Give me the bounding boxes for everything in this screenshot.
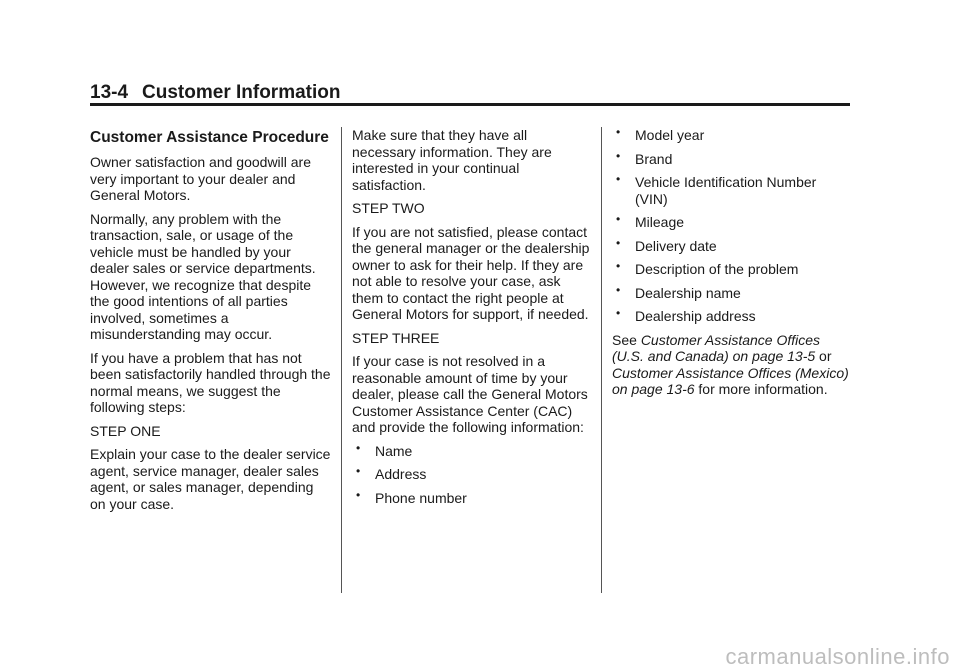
watermark: carmanualsonline.info — [725, 644, 950, 669]
step-three-label: STEP THREE — [352, 329, 440, 346]
step-one-label: STEP ONE — [90, 422, 161, 439]
bullet-icon: • — [616, 235, 621, 250]
list-item: • Phone number — [356, 487, 467, 506]
bullet-icon: • — [616, 282, 621, 297]
column-divider-2 — [601, 127, 602, 593]
bullet-icon: • — [356, 464, 361, 478]
column-divider-1 — [341, 127, 342, 593]
bullet-icon: • — [616, 306, 621, 320]
paragraph: Owner satisfaction and goodwill are very important to your dealer and General Motors. — [90, 154, 312, 203]
bullet-icon: • — [616, 148, 621, 163]
column-2 — [352, 127, 592, 513]
list-item: • Address — [356, 464, 427, 482]
list-item: • Mileage — [616, 212, 685, 230]
header-rule — [90, 103, 850, 106]
list-item: • Delivery date — [616, 235, 717, 254]
column-1 — [90, 127, 332, 519]
bullet-icon: • — [356, 440, 361, 455]
list-item: • Brand — [616, 148, 673, 167]
bullet-icon: • — [616, 212, 621, 226]
list-item: • Dealership name — [616, 282, 741, 301]
paragraph: Make sure that they have all necessary information. They are interested in your continual satisfaction. — [352, 127, 552, 193]
cross-reference-link[interactable]: Customer Assistance Offices (U.S. and Canada) on page 13-5 — [612, 331, 821, 364]
paragraph: Explain your case to the dealer service agent, service manager, dealer sales agent, or sales manager, depending on your case. — [90, 446, 331, 512]
cross-reference-link[interactable]: Customer Assistance Offices (Mexico) on page 13-6 — [612, 364, 849, 397]
paragraph: If you have a problem that has not been satisfactorily handled through the normal means, we suggest the following steps: — [90, 349, 331, 415]
section-title: Customer Assistance Procedure — [90, 129, 329, 146]
page-number: 13-4 — [90, 82, 129, 103]
list-item: • Description of the problem — [616, 259, 799, 277]
page-header — [90, 82, 340, 104]
info-list — [612, 127, 852, 325]
see-also-paragraph: See Customer Assistance Offices (U.S. and Canada) on page 13-5 or Customer Assistance Offices (Mexico) on page 13-6 for more information. — [612, 331, 849, 397]
step-two-label: STEP TWO — [352, 200, 425, 216]
list-item: • Name — [356, 440, 413, 459]
list-item: • Dealership address — [616, 306, 756, 324]
list-item: • Model year — [616, 125, 705, 143]
paragraph: Normally, any problem with the transaction, sale, or usage of the vehicle must be handled by your dealer sales or service departments. However, we recognize that despite the good intentions of all parties involved, sometimes a misunderstanding may occur. — [90, 210, 316, 342]
bullet-icon: • — [356, 487, 361, 502]
paragraph: If your case is not resolved in a reasonable amount of time by your dealer, please call the General Motors Customer Assistance Center (CAC) and provide the following information: — [352, 353, 588, 435]
info-list — [352, 440, 592, 507]
bullet-icon: • — [616, 125, 621, 139]
column-3 — [612, 127, 852, 405]
bullet-icon: • — [616, 259, 621, 273]
bullet-icon: • — [616, 172, 621, 186]
list-item: • Vehicle Identification Number (VIN) — [616, 172, 817, 207]
page-title: Customer Information — [142, 82, 341, 103]
paragraph: If you are not satisfied, please contact the general manager or the dealership owner to ask for their help. If they are not able to resolve your case, ask them to contact the right people at General Motors for support, if needed. — [352, 223, 590, 322]
